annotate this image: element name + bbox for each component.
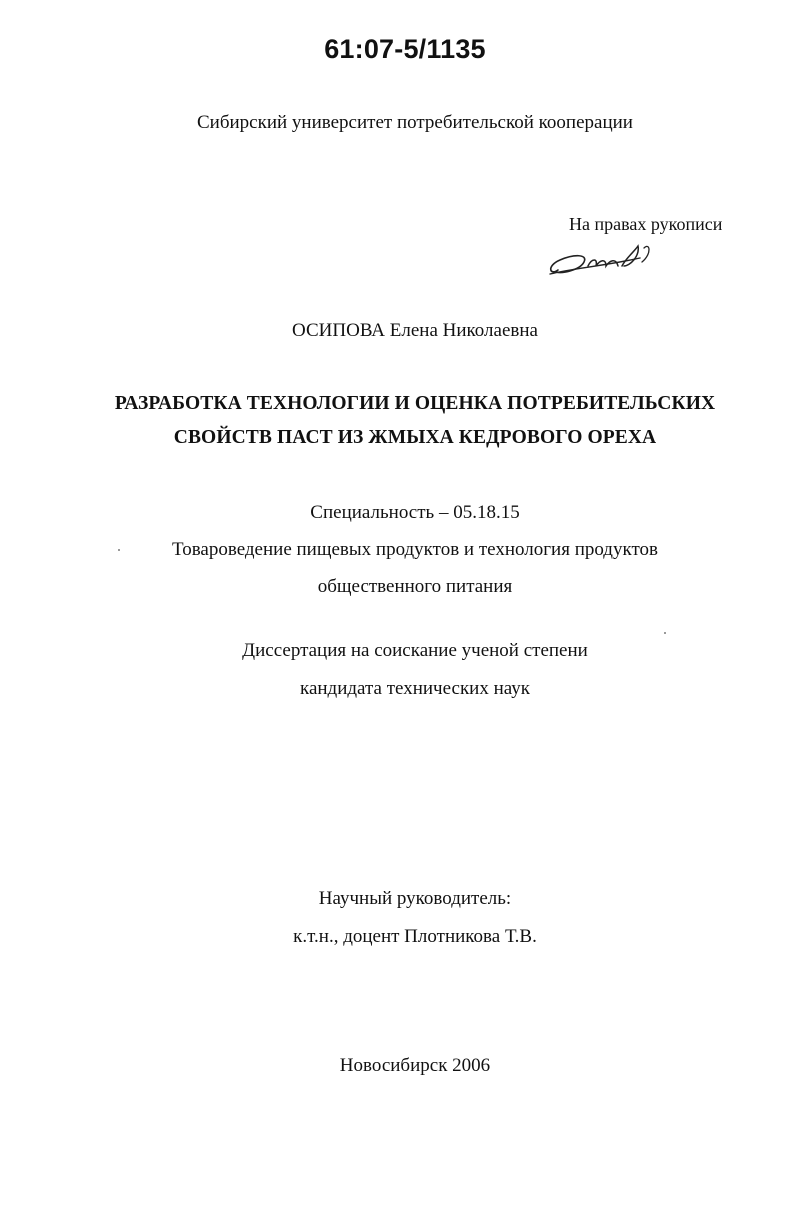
scan-speck [118,549,120,551]
scan-speck [664,632,666,634]
manuscript-rights-note: На правах рукописи [569,214,723,234]
specialty-name-line-1: Товароведение пищевых продуктов и технология продуктов [172,539,658,560]
supervisor-block [0,880,793,956]
supervisor-label: Научный руководитель: [318,888,512,909]
archive-stamp-code: 61:07-5/1135 [324,34,486,64]
specialty-name-line-2: общественного питания [317,576,513,597]
title-line-2: СВОЙСТВ ПАСТ ИЗ ЖМЫХА КЕДРОВОГО ОРЕХА [173,427,657,448]
place-and-year: Новосибирск 2006 [339,1055,491,1076]
degree-line-1: Диссертация на соискание ученой степени [242,640,588,661]
author-name: ОСИПОВА Елена Николаевна [292,320,538,341]
university-name: Сибирский университет потребительской кооперации [197,112,633,133]
degree-line-2: кандидата технических наук [300,678,530,699]
author-signature [544,236,654,284]
title-line-1: РАЗРАБОТКА ТЕХНОЛОГИИ И ОЦЕНКА ПОТРЕБИТЕЛЬСКИХ [114,393,716,414]
supervisor-name: к.т.н., доцент Плотникова Т.В. [293,926,537,947]
degree-block [0,632,793,708]
dissertation-title [0,387,793,455]
specialty-code: Специальность – 05.18.15 [310,502,520,523]
